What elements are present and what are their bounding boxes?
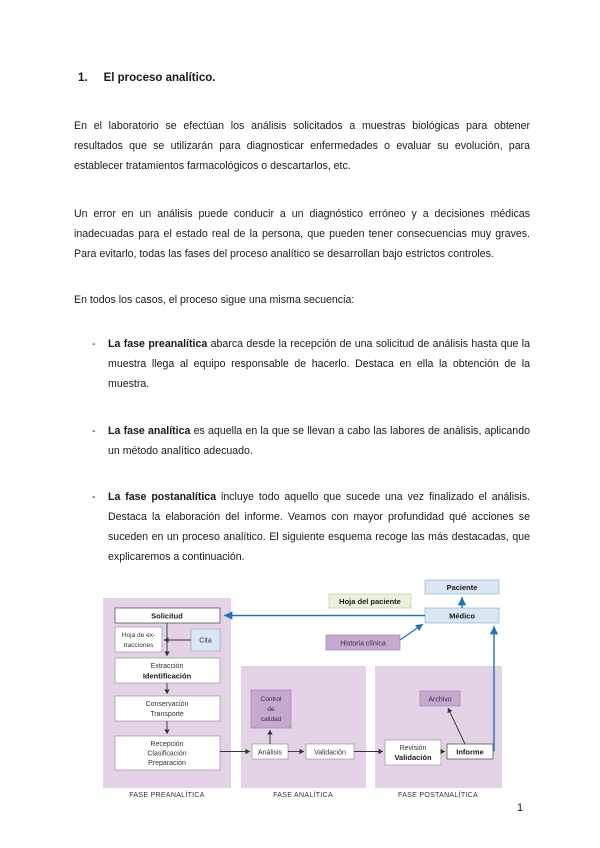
extraccion-label: Extracción [150,663,184,670]
hoja-extracciones-line1: Hoja de ex- [121,632,156,639]
historia-clinica-label: Historia clínica [340,640,386,648]
paragraph-sequence: En todos los casos, el proceso sigue una misma secuencia: [74,294,355,306]
recepcion-label: Recepción [150,741,184,748]
control-line2: de [267,706,275,713]
informe-label: Informe [456,747,484,757]
bullet-rest: abarca desde la recepción de una solicitud de análisis hasta que la muestra llega al equipo responsable de hacerlo. Destaca en ella la obtención de la muestra. [108,338,530,390]
medico-label: Médico [449,611,475,621]
phase-post-bg [375,666,502,788]
phase-pre-label: FASE PREANALÍTICA [129,792,205,799]
bullet-text [108,487,530,567]
validacion-label: Validación [394,753,432,762]
cita-label: Cita [199,637,212,645]
clasificacion-label: Clasificación [147,750,187,758]
bullet-term: La fase preanalítica [108,338,208,350]
identificacion-label: Identificación [142,671,192,681]
conservacion-label: Conservación [145,701,189,708]
phase-post-label: FASE POSTANALÍTICA [398,792,478,799]
bullet-rest: incluye todo aquello que sucede una vez finalizado el análisis. Destaca la elaboración del informe. Veamos con mayor profundidad qué acciones se suceden en un proceso analítico. El siguiente esquema recoge las más destacadas, que explicaremos a continuación. [108,491,531,563]
phase-ana-label: FASE ANALÍTICA [273,792,333,799]
revision-label: Revisión [399,745,427,752]
bullet-rest: es aquella en la que se llevan a cabo las labores de análisis, aplicando un método analítico adecuado. [108,425,530,457]
arrow-historia-medico [400,624,423,640]
process-diagram-svg [103,578,513,800]
process-diagram [103,578,513,800]
solicitud-label: Solicitud [151,611,183,621]
paragraph-error: Un error en un análisis puede conducir a un diagnóstico erróneo y a decisiones médicas inadecuadas para el estado real de la persona, que pueden tener consecuencias muy graves. Para evitarlo, todas las fases del proceso analítico se desarrollan bajo estrictos controles. [74,208,530,260]
page-number: 1 [517,802,524,814]
archivo-label: Archivo [428,696,452,704]
bullet-term: La fase postanalítica [108,491,217,503]
bullet-dash: - [92,425,96,437]
validacion-analitica-label: Validación [314,749,346,757]
hoja-paciente-label: Hoja del paciente [339,597,401,606]
control-line1: Control [260,696,282,703]
section-number: 1. [78,72,88,84]
bullet-text [108,334,530,394]
section-heading [78,72,215,84]
control-line3: calidad [260,716,282,723]
analisis-label: Análisis [257,749,283,757]
paciente-label: Paciente [446,583,478,592]
bullet-term: La fase analítica [108,425,191,437]
paragraph-intro: En el laboratorio se efectúan los análisis solicitados a muestras biológicas para obtener resultados que se utilizarán para diagnosticar enfermedades o evaluar su evolución, para establecer tratamientos farmacológicos o descartarlos, etc. [74,120,530,172]
section-title: El proceso analítico. [103,72,216,84]
preparacion-label: Preparación [148,760,186,767]
transporte-label: Transporte [150,711,184,718]
bullet-text [108,421,530,461]
hoja-extracciones-line2: tracciones [123,642,154,649]
bullet-dash: - [92,338,96,350]
bullet-dash: - [92,491,96,503]
